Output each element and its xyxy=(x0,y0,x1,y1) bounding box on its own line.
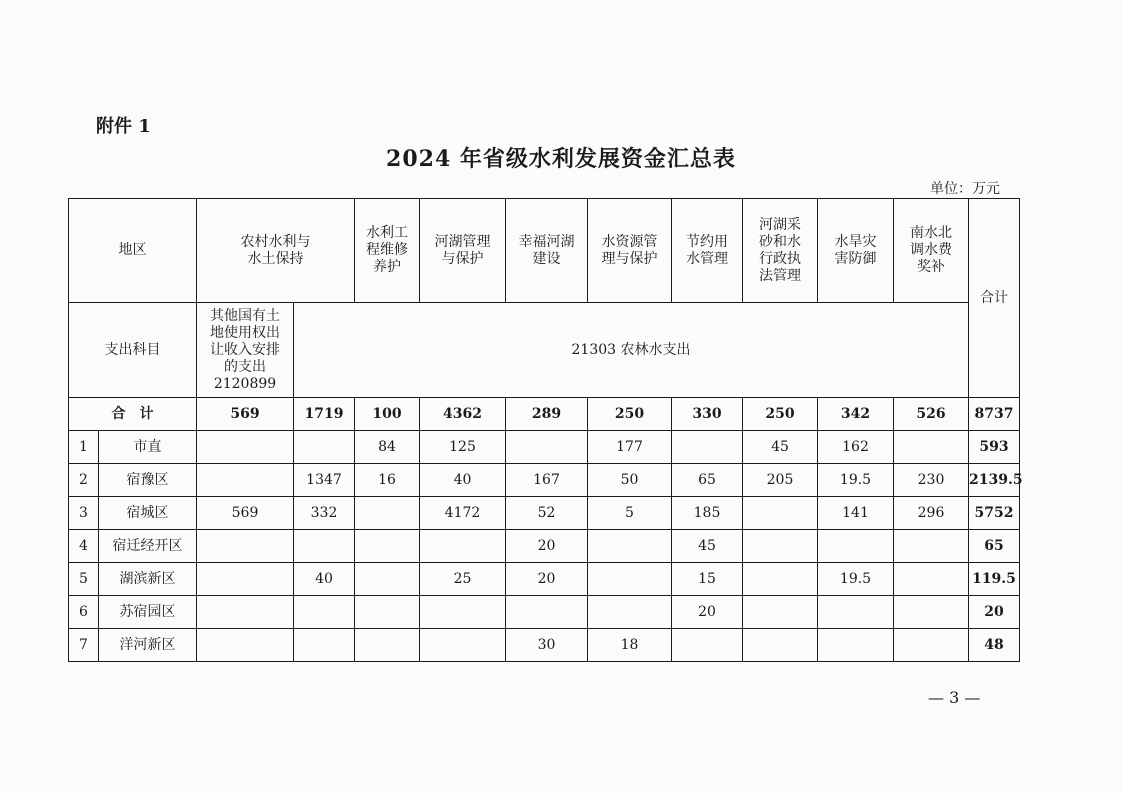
row-region: 湖滨新区 xyxy=(99,563,197,596)
row-total: 2139.5 xyxy=(969,464,1020,497)
total-cell: 289 xyxy=(506,398,588,431)
row-total: 48 xyxy=(969,629,1020,662)
grand-total: 8737 xyxy=(969,398,1020,431)
header-col3: 河湖管理 与保护 xyxy=(420,199,506,303)
total-cell: 526 xyxy=(894,398,969,431)
header-col8: 水旱灾 害防御 xyxy=(818,199,894,303)
row-index: 4 xyxy=(69,530,99,563)
row-index: 7 xyxy=(69,629,99,662)
total-cell: 330 xyxy=(672,398,743,431)
header-col4: 幸福河湖 建设 xyxy=(506,199,588,303)
page-number: — 3 — xyxy=(928,688,981,707)
table-row xyxy=(69,563,1020,596)
row-region: 市直 xyxy=(99,431,197,464)
summary-table xyxy=(68,198,1023,662)
table-cell xyxy=(294,431,355,464)
table-cell: 296 xyxy=(894,497,969,530)
table-cell: 52 xyxy=(506,497,588,530)
row-total: 119.5 xyxy=(969,563,1020,596)
table-cell xyxy=(506,431,588,464)
row-region: 宿豫区 xyxy=(99,464,197,497)
table-cell xyxy=(420,530,506,563)
unit-label: 单位：万元 xyxy=(930,181,1000,197)
row-total: 5752 xyxy=(969,497,1020,530)
table-cell: 177 xyxy=(588,431,672,464)
table-cell xyxy=(672,431,743,464)
subject-label: 支出科目 xyxy=(69,303,197,398)
table-cell: 20 xyxy=(506,563,588,596)
table-cell: 569 xyxy=(197,497,294,530)
table-cell: 167 xyxy=(506,464,588,497)
table-row xyxy=(69,530,1020,563)
table-cell xyxy=(818,530,894,563)
table-cell: 20 xyxy=(672,596,743,629)
table-cell xyxy=(894,563,969,596)
table-cell: 19.5 xyxy=(818,563,894,596)
header-col2: 水利工 程维修 养护 xyxy=(355,199,420,303)
header-col5: 水资源管 理与保护 xyxy=(588,199,672,303)
table-cell: 15 xyxy=(672,563,743,596)
table-cell: 20 xyxy=(506,530,588,563)
row-index: 1 xyxy=(69,431,99,464)
total-label: 合 计 xyxy=(69,398,197,431)
table-cell xyxy=(197,563,294,596)
table-cell: 25 xyxy=(420,563,506,596)
header-total: 合计 xyxy=(969,199,1020,398)
table-cell: 162 xyxy=(818,431,894,464)
table-cell xyxy=(743,596,818,629)
table-cell: 230 xyxy=(894,464,969,497)
table-row xyxy=(69,431,1020,464)
subject-general: 21303 农林水支出 xyxy=(294,303,969,398)
table-cell: 50 xyxy=(588,464,672,497)
header-col6: 节约用 水管理 xyxy=(672,199,743,303)
header-region: 地区 xyxy=(69,199,197,303)
row-total: 65 xyxy=(969,530,1020,563)
row-total: 20 xyxy=(969,596,1020,629)
table-cell xyxy=(197,431,294,464)
row-region: 宿迁经开区 xyxy=(99,530,197,563)
table-cell xyxy=(672,629,743,662)
table-cell xyxy=(588,530,672,563)
table-cell xyxy=(197,530,294,563)
table-row xyxy=(69,596,1020,629)
table-cell xyxy=(743,563,818,596)
table-cell xyxy=(894,431,969,464)
total-cell: 100 xyxy=(355,398,420,431)
header-col7: 河湖采 砂和水 行政执 法管理 xyxy=(743,199,818,303)
total-cell: 4362 xyxy=(420,398,506,431)
table-cell xyxy=(894,629,969,662)
row-region: 苏宿园区 xyxy=(99,596,197,629)
table-cell: 65 xyxy=(672,464,743,497)
table-cell xyxy=(197,596,294,629)
table-cell: 40 xyxy=(420,464,506,497)
attachment-label: 附件 1 xyxy=(96,116,151,137)
table-cell xyxy=(818,629,894,662)
table-cell: 16 xyxy=(355,464,420,497)
table-cell xyxy=(355,596,420,629)
table-cell xyxy=(355,530,420,563)
document-title: 2024 年省级水利发展资金汇总表 xyxy=(386,146,736,172)
table-cell: 141 xyxy=(818,497,894,530)
table-cell: 30 xyxy=(506,629,588,662)
table-cell xyxy=(355,563,420,596)
table-cell xyxy=(420,629,506,662)
table-cell xyxy=(294,596,355,629)
table-cell xyxy=(588,563,672,596)
row-index: 3 xyxy=(69,497,99,530)
table-cell: 332 xyxy=(294,497,355,530)
row-index: 2 xyxy=(69,464,99,497)
table-cell xyxy=(355,629,420,662)
table-row xyxy=(69,497,1020,530)
table-row xyxy=(69,629,1020,662)
table-cell xyxy=(743,497,818,530)
row-total: 593 xyxy=(969,431,1020,464)
table-cell xyxy=(294,530,355,563)
table-cell: 40 xyxy=(294,563,355,596)
table-cell xyxy=(197,464,294,497)
total-cell: 1719 xyxy=(294,398,355,431)
table-cell: 45 xyxy=(743,431,818,464)
table-cell: 19.5 xyxy=(818,464,894,497)
total-cell: 250 xyxy=(588,398,672,431)
subject-row xyxy=(69,303,1020,398)
row-region: 宿城区 xyxy=(99,497,197,530)
table-cell xyxy=(818,596,894,629)
table-row xyxy=(69,464,1020,497)
table-cell: 5 xyxy=(588,497,672,530)
row-index: 5 xyxy=(69,563,99,596)
total-row xyxy=(69,398,1020,431)
header-col1: 农村水利与 水土保持 xyxy=(197,199,355,303)
table-cell xyxy=(743,629,818,662)
table-cell: 18 xyxy=(588,629,672,662)
header-col9: 南水北 调水费 奖补 xyxy=(894,199,969,303)
table-cell xyxy=(506,596,588,629)
table-cell: 125 xyxy=(420,431,506,464)
subject-special: 其他国有土 地使用权出 让收入安排 的支出 2120899 xyxy=(197,303,294,398)
header-row xyxy=(69,199,1020,303)
table-cell xyxy=(743,530,818,563)
row-region: 洋河新区 xyxy=(99,629,197,662)
table-cell xyxy=(294,629,355,662)
table-cell xyxy=(588,596,672,629)
table-cell: 4172 xyxy=(420,497,506,530)
table-cell xyxy=(894,596,969,629)
row-index: 6 xyxy=(69,596,99,629)
table-cell: 45 xyxy=(672,530,743,563)
table-cell xyxy=(355,497,420,530)
table-cell: 1347 xyxy=(294,464,355,497)
total-cell: 569 xyxy=(197,398,294,431)
total-cell: 250 xyxy=(743,398,818,431)
table-cell xyxy=(197,629,294,662)
table-cell: 205 xyxy=(743,464,818,497)
table-cell: 84 xyxy=(355,431,420,464)
total-cell: 342 xyxy=(818,398,894,431)
table-cell xyxy=(420,596,506,629)
table-cell: 185 xyxy=(672,497,743,530)
table-cell xyxy=(894,530,969,563)
